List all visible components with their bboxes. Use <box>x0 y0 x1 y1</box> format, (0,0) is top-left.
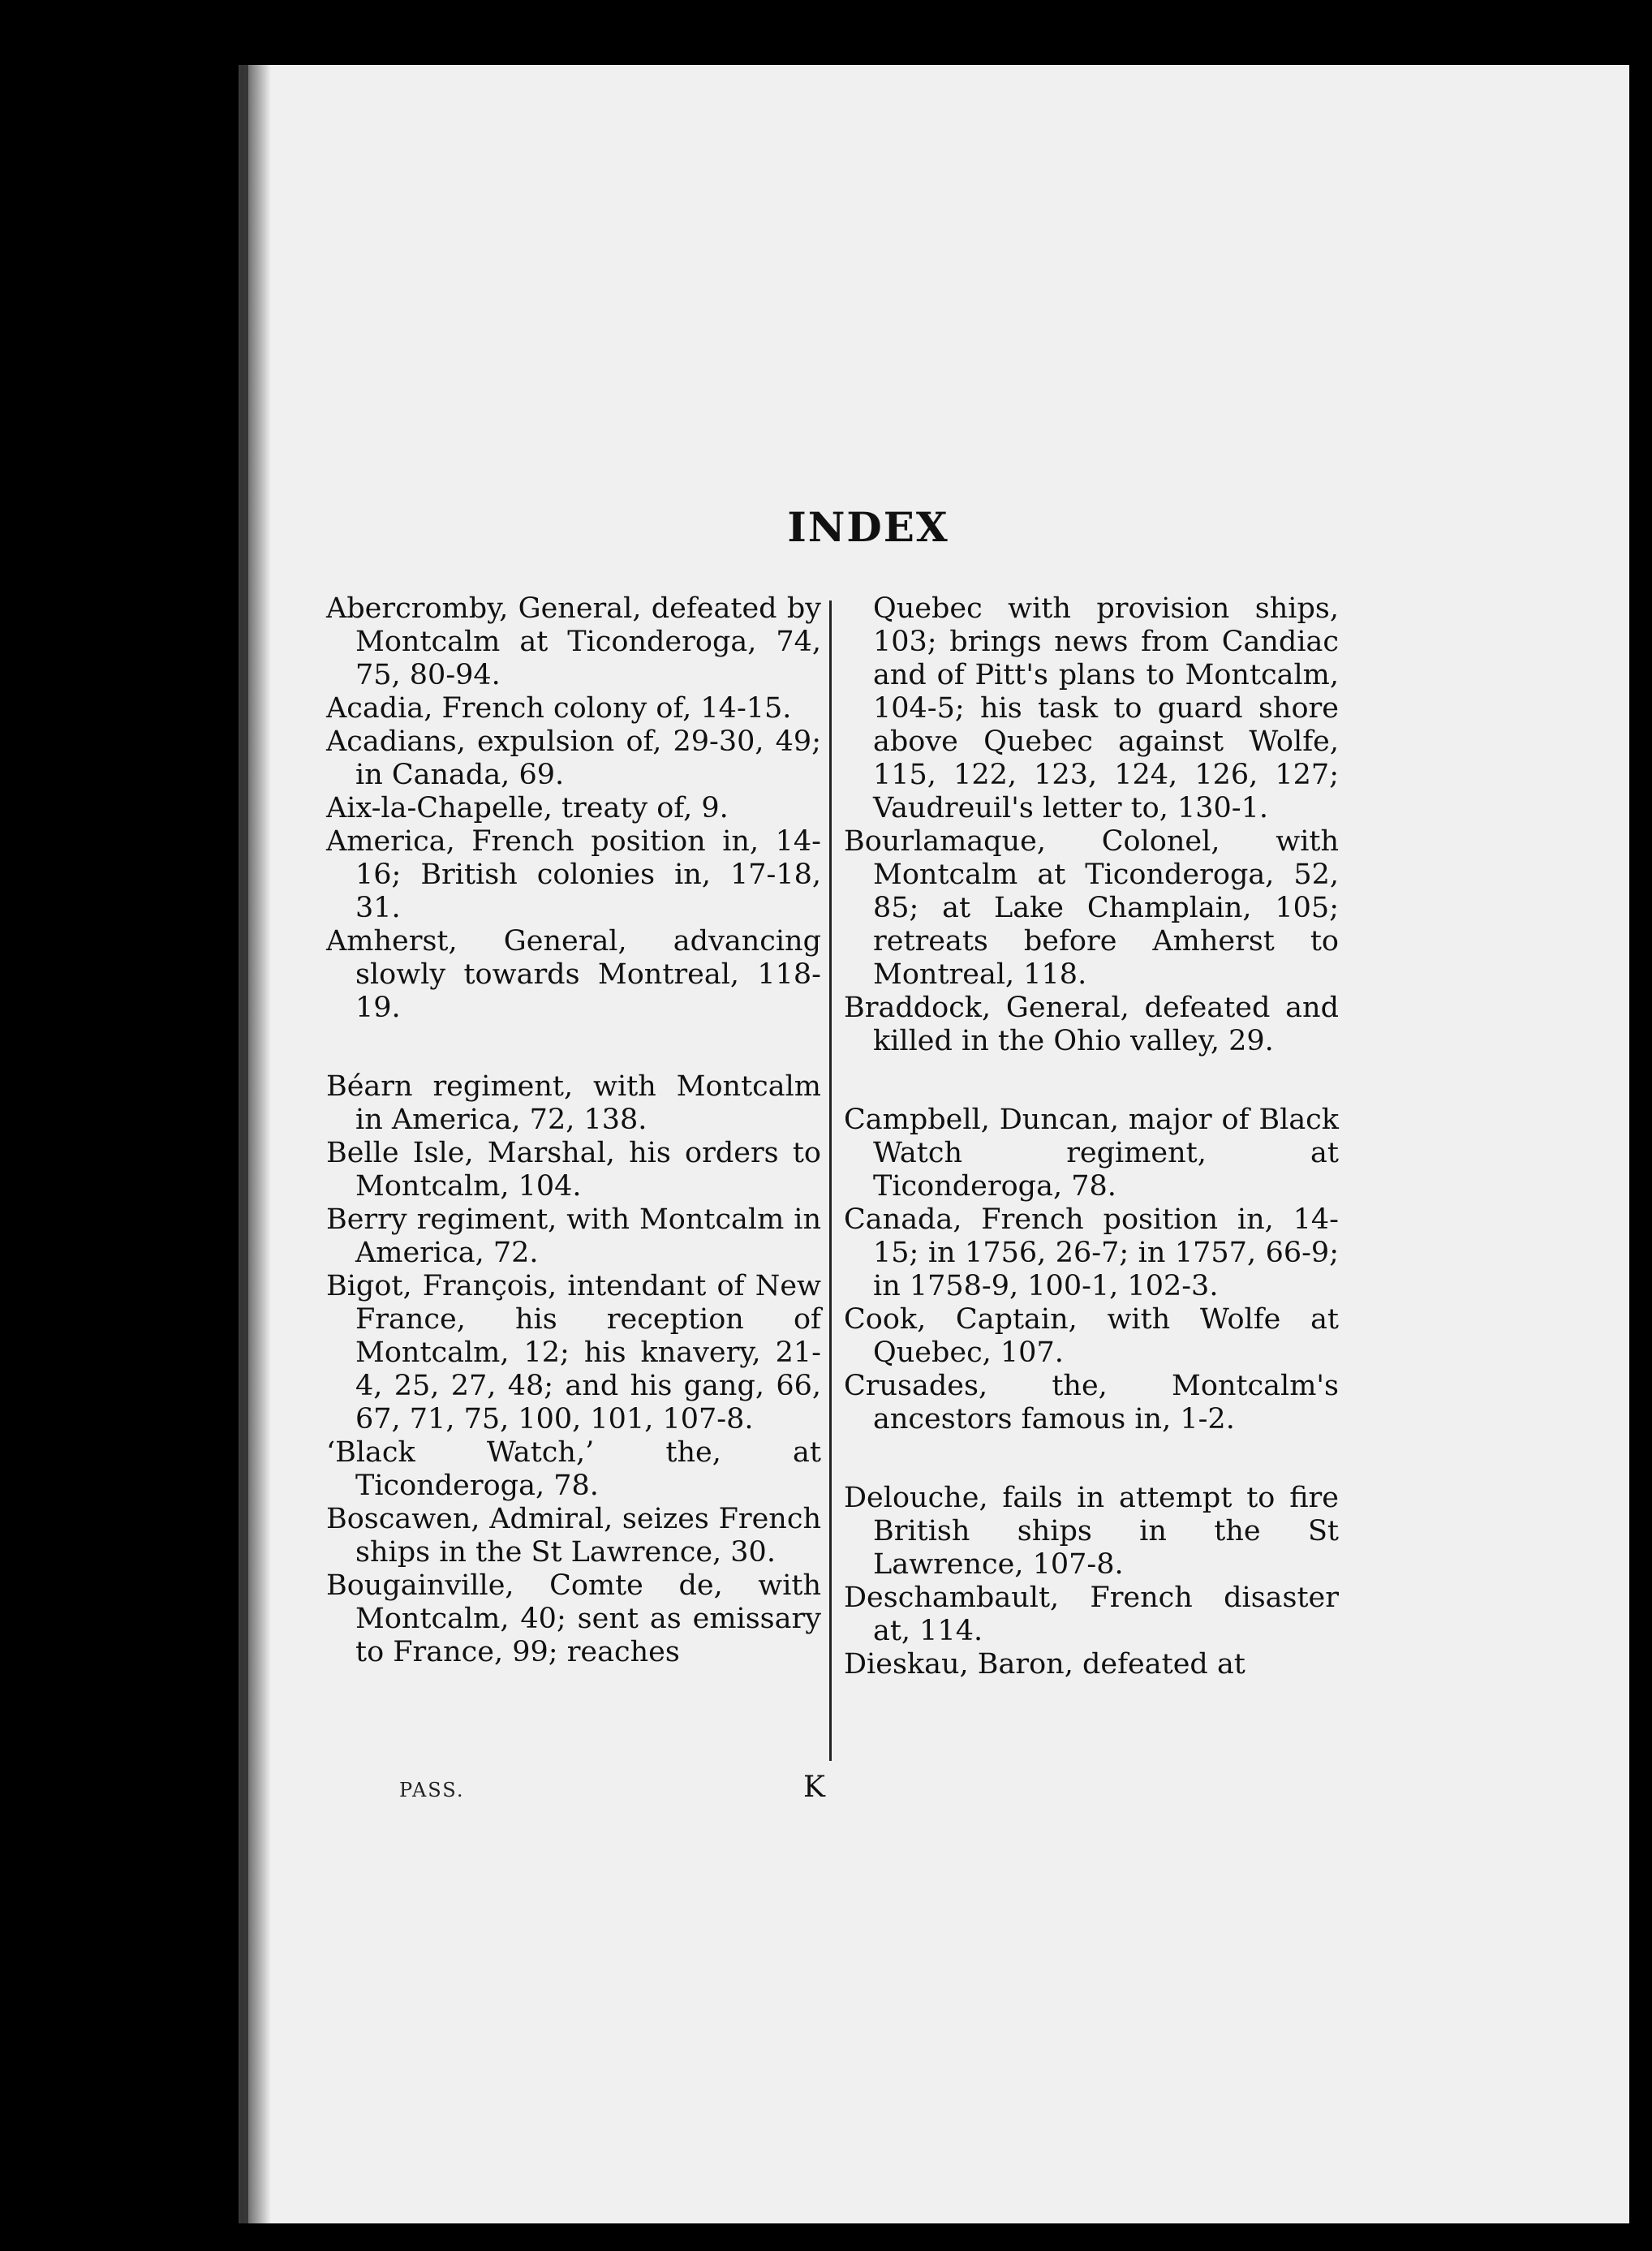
column-divider <box>829 600 832 1761</box>
index-entry: Belle Isle, Marshal, his orders to Montcalm, 104. <box>326 1137 821 1203</box>
index-entry: Dieskau, Baron, defeated at <box>844 1648 1245 1681</box>
index-entry: Canada, French position in, 14-15; in 1756, 26-7; in 1757, 66-9; in 1758-9, 100-1, 102-3. <box>844 1203 1339 1302</box>
index-entry: Béarn regiment, with Montcalm in America, 72, 138. <box>326 1070 821 1136</box>
index-entry: Aix-la-Chapelle, treaty of, 9. <box>326 792 729 824</box>
index-entry: Deschambault, French disaster at, 114. <box>844 1582 1339 1647</box>
index-entry: Delouche, fails in attempt to fire British ships in the St Lawrence, 107-8. <box>844 1482 1339 1581</box>
index-column-right <box>844 592 1339 1681</box>
gathering-mark: K <box>803 1771 825 1804</box>
index-entry: Braddock, General, defeated and killed in the Ohio valley, 29. <box>844 992 1339 1057</box>
index-entry: America, French position in, 14-16; British colonies in, 17-18, 31. <box>326 825 821 924</box>
index-entry: Cook, Captain, with Wolfe at Quebec, 107. <box>844 1303 1339 1369</box>
index-entry: Acadia, French colony of, 14-15. <box>326 692 792 725</box>
index-entry: Abercromby, General, defeated by Montcalm at Ticonderoga, 74, 75, 80-94. <box>326 592 821 691</box>
index-entry: Campbell, Duncan, major of Black Watch regiment, at Ticonderoga, 78. <box>844 1104 1339 1203</box>
index-entry-continuation: Quebec with provision ships, 103; brings news from Candiac and of Pitt's plans to Montcalm, 104-5; his task to guard shore above Quebec against Wolfe, 115, 122, 123, 124, 126, 127; Vaudreuil's letter to, 130-1. <box>873 592 1339 824</box>
index-entry: Acadians, expulsion of, 29-30, 49; in Canada, 69. <box>326 725 821 791</box>
index-entry: Bourlamaque, Colonel, with Montcalm at Ticonderoga, 52, 85; at Lake Champlain, 105; retreats before Amherst to Montreal, 118. <box>844 825 1339 991</box>
index-entry: Crusades, the, Montcalm's ancestors famous in, 1-2. <box>844 1370 1339 1435</box>
page-heading: INDEX <box>787 503 949 551</box>
index-entry: Amherst, General, advancing slowly towards Montreal, 118-19. <box>326 925 821 1024</box>
index-entry: Bigot, François, intendant of New France, his reception of Montcalm, 12; his knavery, 21-4, 25, 27, 48; and his gang, 66, 67, 71, 75, 100, 101, 107-8. <box>326 1270 821 1435</box>
index-entry: Boscawen, Admiral, seizes French ships in the St Lawrence, 30. <box>326 1503 821 1569</box>
index-entry: ‘Black Watch,’ the, at Ticonderoga, 78. <box>326 1436 821 1502</box>
page-binding-shadow <box>239 65 271 2223</box>
printer-signature: PASS. <box>399 1779 465 1801</box>
index-entry: Bougainville, Comte de, with Montcalm, 40; sent as emissary to France, 99; reaches <box>326 1569 821 1668</box>
index-entry: Berry regiment, with Montcalm in America, 72. <box>326 1203 821 1269</box>
index-column-left <box>326 592 821 1669</box>
